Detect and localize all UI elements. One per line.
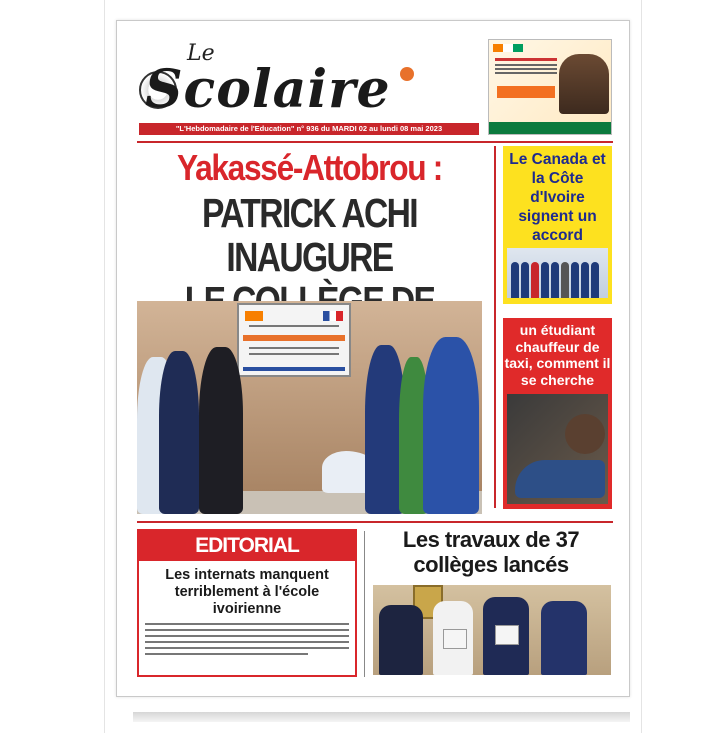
editorial-body-text [145, 623, 349, 659]
logo-name: Scolaire [145, 59, 391, 120]
newspaper-cover[interactable] [116, 20, 630, 697]
masthead [137, 41, 482, 139]
headline-line-1: PATRICK ACHI INAUGURE [201, 190, 418, 280]
side-story-photo [507, 394, 608, 504]
ad-text-lines [495, 58, 557, 76]
inauguration-plaque [237, 303, 351, 377]
editorial-label: EDITORIAL [139, 531, 355, 561]
advertisement-image [488, 39, 612, 135]
person-figure [199, 347, 243, 514]
masthead-tagline: "L'Hebdomadaire de l'Education" n° 936 du MARDI 02 au lundi 08 mai 2023 [139, 123, 479, 135]
masthead-divider [137, 141, 613, 143]
logo-dot-icon [400, 67, 414, 81]
main-story-kicker: Yakassé-Attobrou : [177, 147, 442, 188]
ad-footer-band [489, 122, 612, 135]
lower-divider [137, 521, 613, 523]
side-story-student[interactable] [503, 318, 612, 509]
editorial-title: Les internats manquent terriblement à l'école ivoirienne [165, 567, 329, 617]
person-figure [423, 337, 479, 514]
page-edge-right [641, 0, 642, 733]
bottom-story-title: Les travaux de 37 collèges lancés [402, 527, 580, 577]
logo-prefix: Le [187, 41, 215, 66]
column-divider [494, 146, 496, 508]
editorial-box[interactable] [137, 529, 357, 677]
flag-icon [493, 44, 523, 52]
bottom-story-photo [373, 585, 611, 675]
side-story-photo [507, 248, 608, 298]
page-edge-left [104, 0, 105, 733]
side-story-canada[interactable] [503, 146, 612, 304]
side-story-title: Le Canada et la Côte d'Ivoire signent un accord [509, 151, 606, 244]
bottom-column-divider [364, 531, 365, 677]
person-figure [159, 351, 199, 514]
ad-person-photo [559, 54, 609, 114]
main-story-photo [137, 301, 482, 514]
next-page-shadow [133, 712, 630, 722]
side-story-title: un étudiant chauffeur de taxi, comment il se cherche [504, 322, 611, 388]
ad-banner-block [497, 86, 555, 98]
